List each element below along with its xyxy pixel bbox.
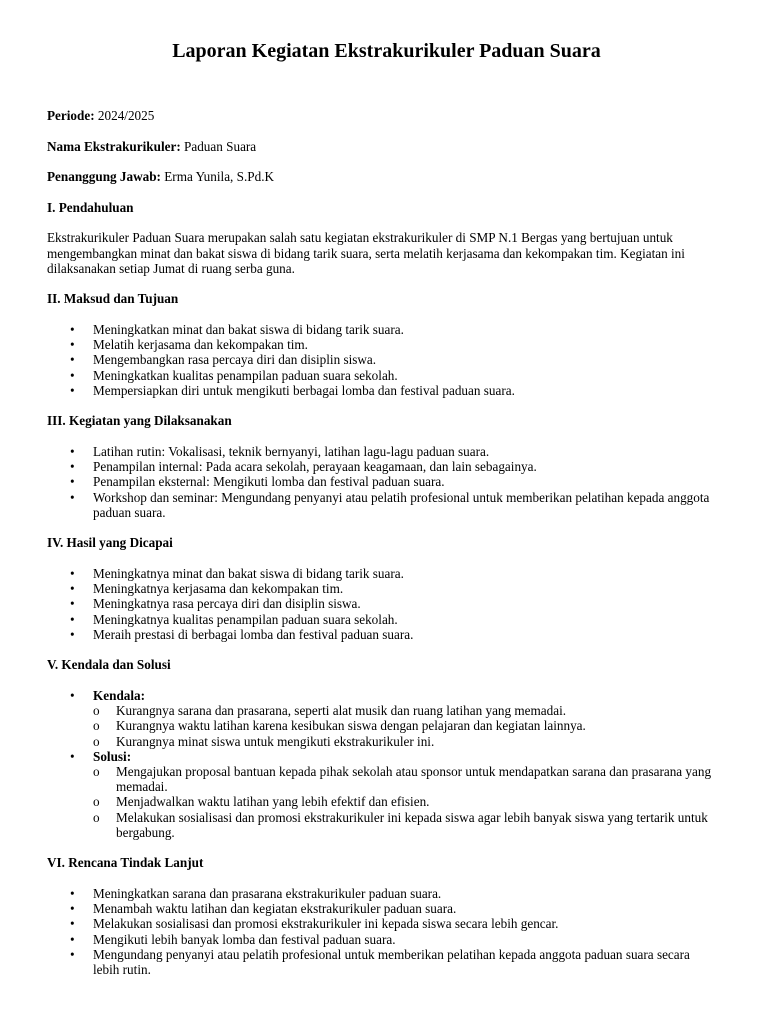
section-heading-pendahuluan: I. Pendahuluan [47, 199, 134, 215]
kendala-sublist [93, 703, 718, 749]
penanggung-jawab-line [47, 169, 718, 184]
section-heading-kendala: V. Kendala dan Solusi [47, 657, 171, 673]
nama-ekstrakurikuler-line [47, 139, 718, 154]
section-heading-hasil: IV. Hasil yang Dicapai [47, 535, 173, 551]
list-item: • Meningkatnya kerjasama dan kekompakan tim. [93, 581, 718, 596]
nama-ekstrakurikuler-value: Paduan Suara [180, 138, 257, 154]
section-heading-kegiatan: III. Kegiatan yang Dilaksanakan [47, 413, 232, 429]
list-item: • Menambah waktu latihan dan kegiatan ekstrakurikuler paduan suara. [93, 901, 718, 916]
periode-label: Periode: [47, 108, 95, 123]
list-item: o Kurangnya sarana dan prasarana, seperti alat musik dan ruang latihan yang memadai. [116, 703, 718, 718]
list-item: o Melakukan sosialisasi dan promosi ekstrakurikuler ini kepada siswa agar lebih banyak siswa yang tertarik untuk bergabung. [116, 810, 718, 840]
nama-ekstrakurikuler-label: Nama Ekstrakurikuler: [47, 138, 181, 154]
kendala-solusi-list [47, 688, 718, 840]
pendahuluan-paragraph: Ekstrakurikuler Paduan Suara merupakan salah satu kegiatan ekstrakurikuler di SMP N.1 Bergas yang bertujuan untuk mengembangkan minat dan bakat siswa di bidang tarik suara, serta melatih kerjasama dan kekompakan tim. Kegiatan ini dilaksanakan setiap Jumat di ruang serba guna. [47, 230, 685, 276]
hasil-list [47, 566, 718, 642]
list-item: o Kurangnya minat siswa untuk mengikuti ekstrakurikuler ini. [116, 734, 718, 749]
list-item: o Kurangnya waktu latihan karena kesibukan siswa dengan pelajaran dan kegiatan lainnya. [116, 718, 718, 733]
penanggung-jawab-label: Penanggung Jawab: [47, 169, 161, 185]
kendala-item [93, 688, 718, 749]
list-item: • Meningkatkan minat dan bakat siswa di bidang tarik suara. [93, 322, 718, 337]
list-item: o Mengajukan proposal bantuan kepada pihak sekolah atau sponsor untuk mendapatkan sarana dan prasarana yang memadai. [116, 764, 718, 794]
list-item: • Penampilan internal: Pada acara sekolah, perayaan keagamaan, dan lain sebagainya. [93, 459, 718, 474]
solusi-label: Solusi: [93, 748, 132, 764]
list-item: • Meraih prestasi di berbagai lomba dan festival paduan suara. [93, 627, 718, 642]
periode-value: 2024/2025 [94, 108, 155, 123]
tujuan-list [47, 322, 718, 398]
document-title: Laporan Kegiatan Ekstrakurikuler Paduan Suara [172, 40, 601, 62]
penanggung-jawab-value: Erma Yunila, S.Pd.K [160, 169, 275, 185]
list-item: • Latihan rutin: Vokalisasi, teknik bernyanyi, latihan lagu-lagu paduan suara. [93, 444, 718, 459]
list-item: o Menjadwalkan waktu latihan yang lebih efektif dan efisien. [116, 794, 718, 809]
list-item: • Melakukan sosialisasi dan promosi ekstrakurikuler ini kepada siswa secara lebih gencar. [93, 916, 718, 931]
list-item: • Mengundang penyanyi atau pelatih profesional untuk memberikan pelatihan kepada anggota paduan suara secara lebih rutin. [93, 947, 718, 977]
list-item: • Penampilan eksternal: Mengikuti lomba dan festival paduan suara. [93, 474, 718, 489]
section-heading-rencana: VI. Rencana Tindak Lanjut [47, 855, 204, 871]
list-item: • Meningkatkan sarana dan prasarana ekstrakurikuler paduan suara. [93, 886, 718, 901]
rencana-list [47, 886, 718, 977]
kendala-label: Kendala: [93, 687, 146, 703]
section-heading-tujuan: II. Maksud dan Tujuan [47, 291, 179, 307]
list-item: • Melatih kerjasama dan kekompakan tim. [93, 337, 718, 352]
periode-line [47, 108, 718, 123]
solusi-item [93, 749, 718, 840]
list-item: • Meningkatnya rasa percaya diri dan disiplin siswa. [93, 596, 718, 611]
list-item: • Mengikuti lebih banyak lomba dan festival paduan suara. [93, 932, 718, 947]
list-item: • Meningkatnya minat dan bakat siswa di bidang tarik suara. [93, 566, 718, 581]
list-item: • Meningkatnya kualitas penampilan paduan suara sekolah. [93, 612, 718, 627]
list-item: • Mengembangkan rasa percaya diri dan disiplin siswa. [93, 352, 718, 367]
list-item: • Meningkatkan kualitas penampilan paduan suara sekolah. [93, 368, 718, 383]
list-item: • Mempersiapkan diri untuk mengikuti berbagai lomba dan festival paduan suara. [93, 383, 718, 398]
report-metadata [47, 108, 718, 184]
kegiatan-list [47, 444, 718, 520]
solusi-sublist [93, 764, 718, 840]
list-item: • Workshop dan seminar: Mengundang penyanyi atau pelatih profesional untuk memberikan pelatihan kepada anggota paduan suara. [93, 490, 718, 520]
